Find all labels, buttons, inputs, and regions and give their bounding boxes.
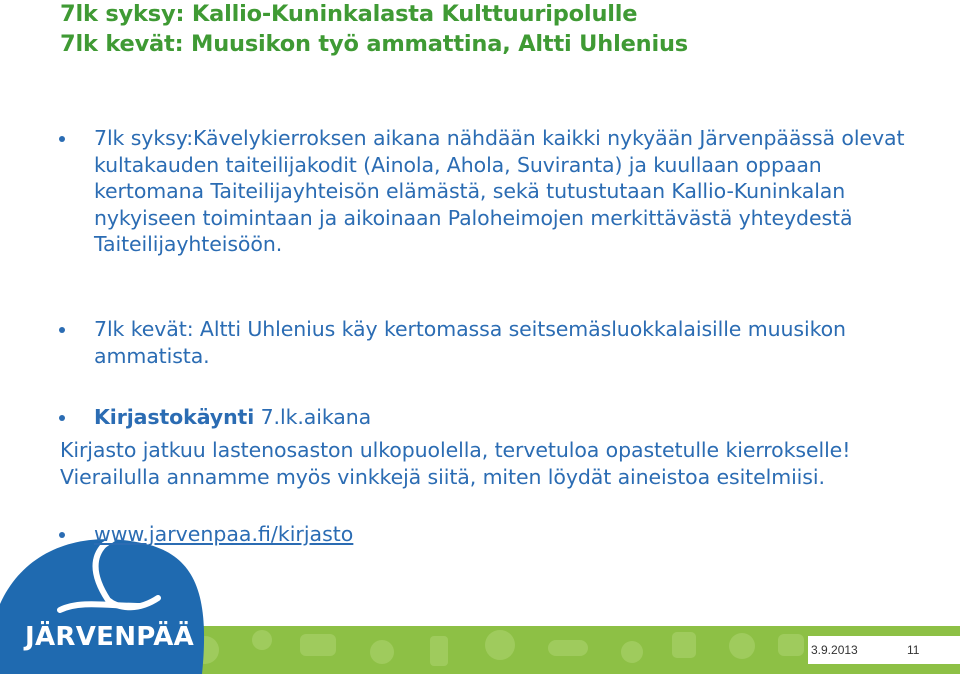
library-visit-bold: Kirjastokäynti <box>94 405 255 429</box>
library-paragraph: Kirjasto jatkuu lastenosaston ulkopuolella, tervetuloa opastetulle kierrokselle! Vierailulla annamme myös vinkkejä siitä, miten löydät aineistoa esitelmiisi. <box>60 438 851 489</box>
slide-title-line-2: 7lk kevät: Muusikon työ ammattina, Altti Uhlenius <box>60 31 688 57</box>
logo-text: JÄRVENPÄÄ <box>25 622 195 652</box>
bullet-text-1: 7lk syksy:Kävelykierroksen aikana nähdään kaikki nykyään Järvenpäässä olevat kultakauden taiteilijakodit (Ainola, Ahola, Suviranta) ja kuullaan oppaan kertomana Taiteilijayhteisön elämästä, sekä tutustutaan Kallio-Kuninkalan nykyiseen toimintaan ja aikoinaan Paloheimojen merkittävästä yhteydestä Taiteilijayhteisöön. <box>94 126 905 256</box>
slide-date: 3.9.2013 <box>811 643 858 657</box>
slide-page-number: 11 <box>907 643 920 657</box>
bullet-marker-3 <box>59 415 65 421</box>
library-link[interactable]: www.jarvenpaa.fi/kirjasto <box>94 522 354 546</box>
slide-title-line-1: 7lk syksy: Kallio-Kuninkalasta Kulttuuripolulle <box>60 1 638 27</box>
bullet-marker-2 <box>59 327 65 333</box>
library-visit-rest: 7.lk.aikana <box>254 405 372 429</box>
bullet-marker-4 <box>59 532 65 538</box>
bullet-marker-1 <box>59 136 65 142</box>
bullet-library-visit <box>94 404 371 431</box>
bullet-text-2: 7lk kevät: Altti Uhlenius käy kertomassa seitsemäsluokkalaisille muusikon ammatista. <box>94 317 846 368</box>
